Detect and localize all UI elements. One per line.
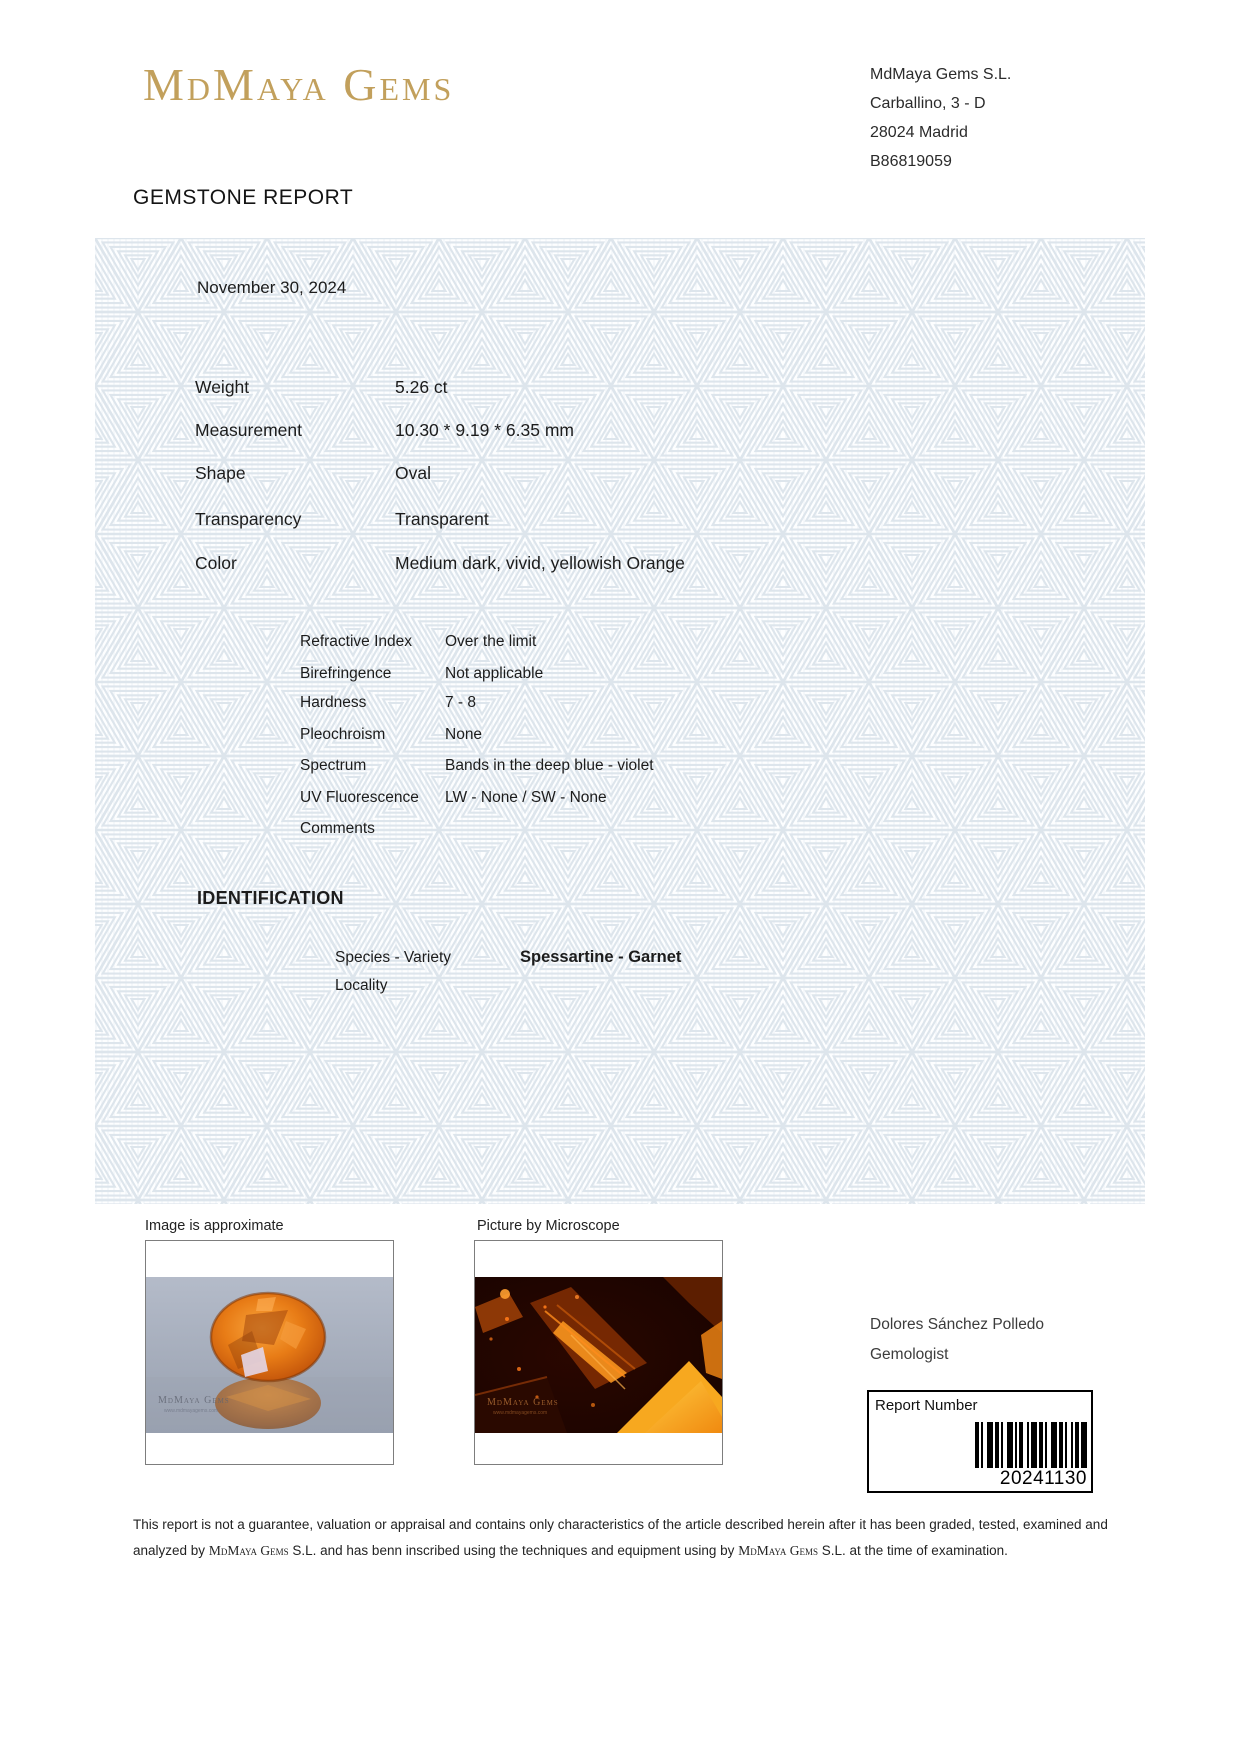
gemological-value: LW - None / SW - None	[445, 789, 607, 806]
report-date: November 30, 2024	[197, 278, 347, 297]
property-row	[195, 420, 574, 441]
property-label: Shape	[195, 463, 246, 483]
species-value: Spessartine - Garnet	[520, 948, 682, 966]
property-value: Medium dark, vivid, yellowish Orange	[395, 553, 685, 573]
microscope-photo-watermark-url: www.mdmayagems.com	[493, 1410, 548, 1416]
report-title: GEMSTONE REPORT	[133, 186, 354, 209]
gemologist-name: Dolores Sánchez Polledo	[870, 1316, 1045, 1333]
gemological-row	[300, 789, 607, 807]
locality-label: Locality	[335, 977, 388, 994]
barcode	[975, 1422, 1087, 1468]
gemological-row	[300, 694, 476, 712]
gemological-row	[300, 665, 543, 683]
disclaimer-brand: MdMaya Gems	[208, 1543, 289, 1558]
microscope-photo	[475, 1277, 722, 1433]
gemological-row	[300, 726, 482, 744]
gemological-value: Not applicable	[445, 665, 544, 682]
gemological-row	[300, 757, 654, 775]
property-row	[195, 509, 489, 530]
gem-photo	[146, 1277, 393, 1433]
property-row	[195, 553, 685, 574]
gemologist-title: Gemologist	[870, 1346, 949, 1363]
property-value: 10.30 * 9.19 * 6.35 mm	[395, 420, 574, 440]
company-name: MdMaya Gems S.L.	[870, 66, 1012, 83]
gemological-label: UV Fluorescence	[300, 789, 419, 806]
microscope-photo-frame	[474, 1240, 723, 1465]
property-row	[195, 463, 431, 484]
gemological-label: Comments	[300, 820, 375, 837]
property-value: 5.26 ct	[395, 377, 448, 397]
gem-image-caption: Image is approximate	[145, 1218, 284, 1234]
gem-photo-watermark: MdMaya Gems	[158, 1395, 230, 1406]
disclaimer-seg: S.L. at the time of examination.	[818, 1543, 1008, 1558]
watermark-panel	[95, 238, 1145, 1204]
gem-photo-illustration	[146, 1277, 393, 1433]
gemological-value: None	[445, 726, 483, 743]
microscope-photo-illustration	[475, 1277, 722, 1433]
property-value: Transparent	[395, 509, 489, 529]
gem-photo-watermark-url: www.mdmayagems.com	[164, 1408, 219, 1414]
locality-row	[335, 977, 520, 995]
gemological-value: 7 - 8	[445, 694, 477, 711]
gemological-label: Pleochroism	[300, 726, 386, 743]
property-label: Weight	[195, 377, 250, 397]
disclaimer-seg: This report is not a guarantee, valuation or appraisal and contains only characteristics of the article described herein after it has been graded, tested, examined and analyzed by	[133, 1517, 1108, 1558]
company-tax-id: B86819059	[870, 153, 952, 170]
species-label: Species - Variety	[335, 949, 452, 966]
species-row	[335, 948, 681, 967]
property-row	[195, 377, 448, 398]
property-label: Transparency	[195, 509, 302, 529]
report-number-label: Report Number	[875, 1397, 978, 1414]
microscope-photo-watermark: MdMaya Gems	[487, 1397, 559, 1408]
disclaimer-brand: MdMaya Gems	[738, 1543, 818, 1558]
gemological-label: Birefringence	[300, 665, 392, 682]
property-value: Oval	[395, 463, 431, 483]
identification-heading: IDENTIFICATION	[197, 888, 344, 908]
brand-logo: MdMaya Gems	[143, 59, 455, 110]
gemological-value: Over the limit	[445, 633, 537, 650]
microscope-image-caption: Picture by Microscope	[477, 1218, 620, 1234]
property-label: Color	[195, 553, 237, 573]
property-label: Measurement	[195, 420, 302, 440]
company-address: Carballino, 3 - D	[870, 95, 986, 112]
report-number-value: 20241130	[999, 1468, 1087, 1489]
gem-photo-frame	[145, 1240, 394, 1465]
disclaimer-text	[133, 1512, 1128, 1564]
gemological-value: Bands in the deep blue - violet	[445, 757, 654, 774]
company-city: 28024 Madrid	[870, 124, 968, 141]
gemological-label: Spectrum	[300, 757, 367, 774]
gemological-row	[300, 633, 536, 651]
gemological-label: Hardness	[300, 694, 367, 711]
disclaimer-seg: S.L. and has benn inscribed using the techniques and equipment using by	[288, 1543, 739, 1558]
company-info	[870, 60, 1011, 176]
report-number-box	[867, 1390, 1093, 1493]
gemological-label: Refractive Index	[300, 633, 412, 650]
gemological-row	[300, 820, 445, 838]
